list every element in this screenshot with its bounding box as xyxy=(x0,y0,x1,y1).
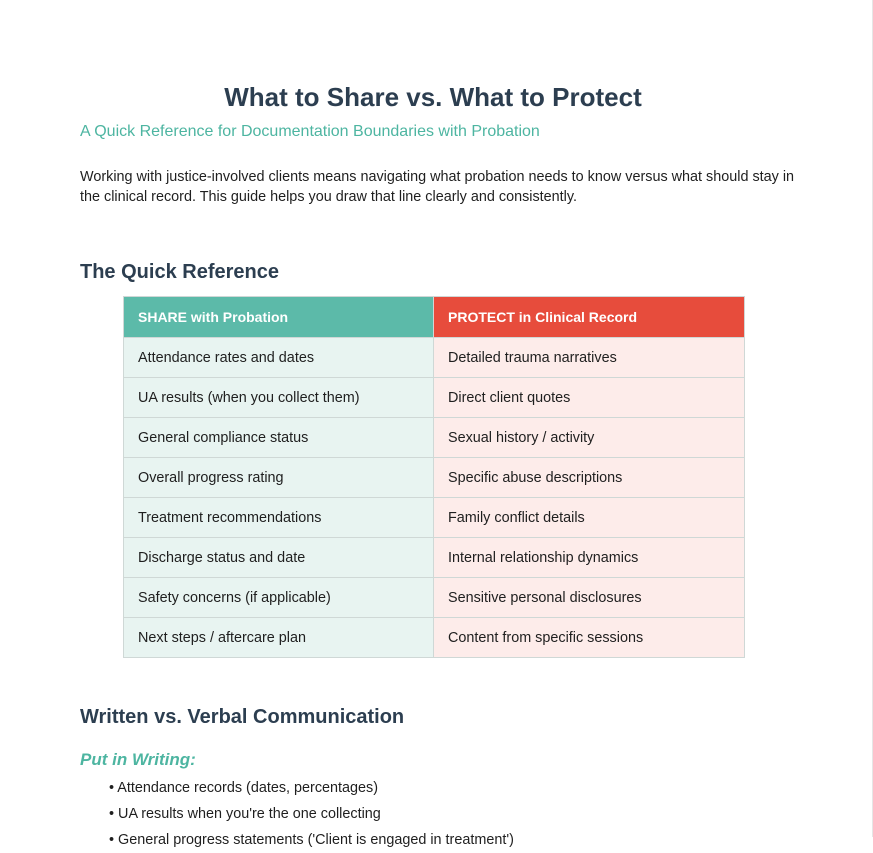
table-row xyxy=(124,578,745,618)
list-item: • General progress statements ('Client is engaged in treatment') xyxy=(109,827,514,853)
writing-list xyxy=(109,775,514,853)
put-in-writing-heading: Put in Writing: xyxy=(80,750,196,769)
share-cell: General compliance status xyxy=(124,418,434,458)
quick-reference-table xyxy=(123,296,745,658)
share-cell: Treatment recommendations xyxy=(124,498,434,538)
share-column-header: SHARE with Probation xyxy=(124,297,434,338)
share-cell: Next steps / aftercare plan xyxy=(124,618,434,658)
table-row xyxy=(124,618,745,658)
list-item: • Attendance records (dates, percentages) xyxy=(109,775,514,801)
share-cell: UA results (when you collect them) xyxy=(124,378,434,418)
share-cell: Discharge status and date xyxy=(124,538,434,578)
protect-cell: Detailed trauma narratives xyxy=(434,338,745,378)
list-item: • UA results when you're the one collecting xyxy=(109,801,514,827)
share-cell: Attendance rates and dates xyxy=(124,338,434,378)
protect-cell: Specific abuse descriptions xyxy=(434,458,745,498)
table-header-row xyxy=(124,297,745,338)
quick-reference-heading: The Quick Reference xyxy=(80,261,279,283)
table-row xyxy=(124,338,745,378)
page-subtitle: A Quick Reference for Documentation Boundaries with Probation xyxy=(80,123,540,140)
table-row xyxy=(124,418,745,458)
protect-cell: Direct client quotes xyxy=(434,378,745,418)
protect-column-header: PROTECT in Clinical Record xyxy=(434,297,745,338)
intro-paragraph: Working with justice-involved clients means navigating what probation needs to know versus what should stay in the clinical record. This guide helps you draw that line clearly and consistently. xyxy=(80,169,795,205)
protect-cell: Internal relationship dynamics xyxy=(434,538,745,578)
protect-cell: Sensitive personal disclosures xyxy=(434,578,745,618)
table-row xyxy=(124,498,745,538)
page-title: What to Share vs. What to Protect xyxy=(224,82,642,112)
table-row xyxy=(124,538,745,578)
communication-heading: Written vs. Verbal Communication xyxy=(80,706,405,728)
protect-cell: Sexual history / activity xyxy=(434,418,745,458)
table-row xyxy=(124,458,745,498)
share-cell: Safety concerns (if applicable) xyxy=(124,578,434,618)
table-row xyxy=(124,378,745,418)
protect-cell: Content from specific sessions xyxy=(434,618,745,658)
share-cell: Overall progress rating xyxy=(124,458,434,498)
protect-cell: Family conflict details xyxy=(434,498,745,538)
